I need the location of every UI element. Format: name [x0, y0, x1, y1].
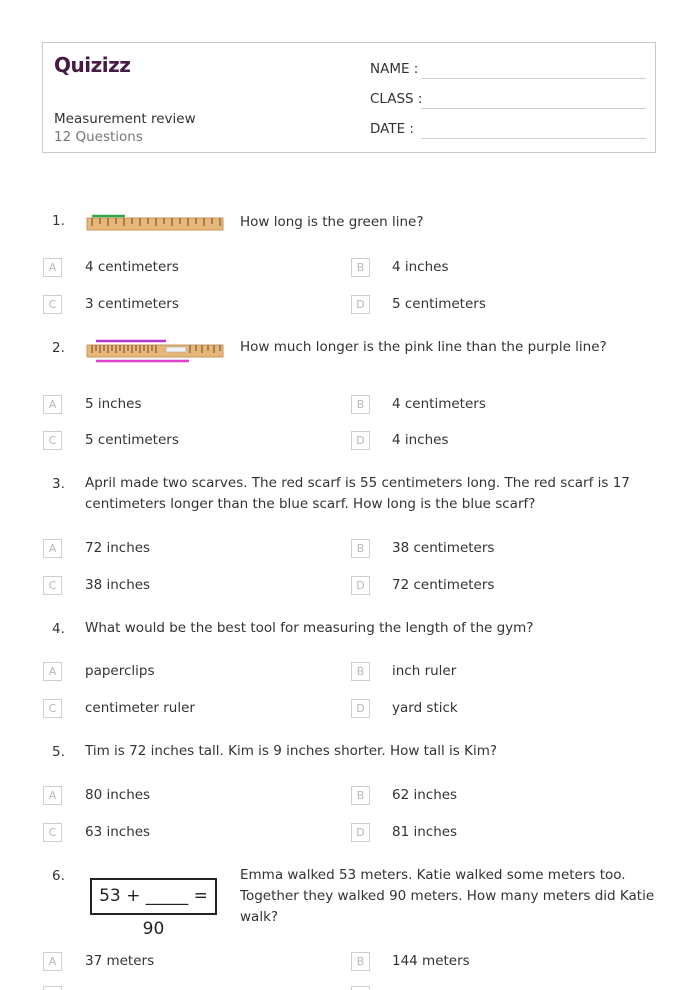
option-letter-a[interactable]: A	[43, 786, 62, 805]
question-text: Tim is 72 inches tall. Kim is 9 inches shorter. How tall is Kim?	[85, 743, 498, 759]
class-line	[421, 108, 646, 109]
option-letter-c[interactable]: C	[43, 576, 62, 595]
worksheet-header	[42, 42, 656, 153]
class-field[interactable]	[370, 89, 646, 109]
option-letter-d-partial[interactable]	[351, 986, 370, 990]
option-text[interactable]: 72 inches	[85, 540, 151, 556]
option-letter-a[interactable]: A	[43, 662, 62, 681]
option-letter-c-partial[interactable]	[43, 986, 62, 990]
question-number: 3.	[52, 476, 65, 492]
option-letter-b[interactable]: B	[351, 786, 370, 805]
option-text[interactable]: 5 inches	[85, 396, 142, 412]
option-text[interactable]: centimeter ruler	[85, 700, 195, 716]
option-text[interactable]: 62 inches	[392, 787, 458, 803]
option-text[interactable]: inch ruler	[392, 663, 457, 679]
option-text[interactable]: 5 centimeters	[85, 432, 179, 448]
option-letter-c[interactable]: C	[43, 699, 62, 718]
option-text[interactable]: 4 inches	[392, 432, 449, 448]
option-text[interactable]: 37 meters	[85, 953, 155, 969]
ruler-image-q1	[86, 213, 226, 233]
question-text: How long is the green line?	[240, 214, 424, 230]
option-text[interactable]: 38 inches	[85, 577, 151, 593]
question-text-line1: Emma walked 53 meters. Katie walked some meters too.	[240, 867, 626, 883]
name-line	[421, 78, 646, 79]
option-text[interactable]: 3 centimeters	[85, 296, 179, 312]
option-text[interactable]: yard stick	[392, 700, 458, 716]
question-number: 2.	[52, 340, 65, 356]
question-text-line2: centimeters longer than the blue scarf. How long is the blue scarf?	[85, 496, 536, 512]
option-letter-a[interactable]: A	[43, 952, 62, 971]
option-letter-d[interactable]: D	[351, 823, 370, 842]
option-text[interactable]: 38 centimeters	[392, 540, 495, 556]
question-number: 6.	[52, 868, 65, 884]
option-text[interactable]: 63 inches	[85, 824, 151, 840]
equation-image: 53 + _____ = 90	[90, 878, 217, 915]
option-letter-c[interactable]: C	[43, 295, 62, 314]
option-letter-d[interactable]: D	[351, 576, 370, 595]
question-text: How much longer is the pink line than the purple line?	[240, 339, 607, 355]
option-letter-c[interactable]: C	[43, 823, 62, 842]
option-letter-b[interactable]: B	[351, 258, 370, 277]
quizizz-logo: Quizizz	[54, 53, 131, 77]
date-line	[421, 138, 646, 139]
option-letter-b[interactable]: B	[351, 662, 370, 681]
question-text-line3: walk?	[240, 909, 279, 925]
option-letter-d[interactable]: D	[351, 431, 370, 450]
option-text[interactable]: 144 meters	[392, 953, 470, 969]
name-field[interactable]	[370, 59, 646, 79]
date-label: DATE :	[370, 121, 414, 137]
option-text[interactable]: 4 centimeters	[392, 396, 486, 412]
option-text[interactable]: 4 centimeters	[85, 259, 179, 275]
class-label: CLASS :	[370, 91, 423, 107]
option-letter-d[interactable]: D	[351, 295, 370, 314]
option-letter-b[interactable]: B	[351, 952, 370, 971]
option-letter-a[interactable]: A	[43, 258, 62, 277]
date-field[interactable]	[370, 119, 646, 139]
question-text-line2: Together they walked 90 meters. How many meters did Katie	[240, 888, 655, 904]
question-number: 5.	[52, 744, 65, 760]
option-letter-b[interactable]: B	[351, 539, 370, 558]
option-letter-b[interactable]: B	[351, 395, 370, 414]
question-count: 12 Questions	[54, 129, 143, 145]
question-number: 4.	[52, 621, 65, 637]
question-text: What would be the best tool for measuring the length of the gym?	[85, 620, 534, 636]
option-text[interactable]: 72 centimeters	[392, 577, 495, 593]
question-text-line1: April made two scarves. The red scarf is 55 centimeters long. The red scarf is 17	[85, 475, 630, 491]
option-text[interactable]: 80 inches	[85, 787, 151, 803]
option-letter-d[interactable]: D	[351, 699, 370, 718]
name-label: NAME :	[370, 61, 419, 77]
option-letter-c[interactable]: C	[43, 431, 62, 450]
option-text[interactable]: 81 inches	[392, 824, 458, 840]
option-text[interactable]: 4 inches	[392, 259, 449, 275]
option-letter-a[interactable]: A	[43, 539, 62, 558]
option-letter-a[interactable]: A	[43, 395, 62, 414]
option-text[interactable]: 5 centimeters	[392, 296, 486, 312]
question-number: 1.	[52, 213, 65, 229]
option-text[interactable]: paperclips	[85, 663, 155, 679]
ruler-image-q2	[86, 336, 226, 364]
worksheet-title: Measurement review	[54, 111, 196, 127]
